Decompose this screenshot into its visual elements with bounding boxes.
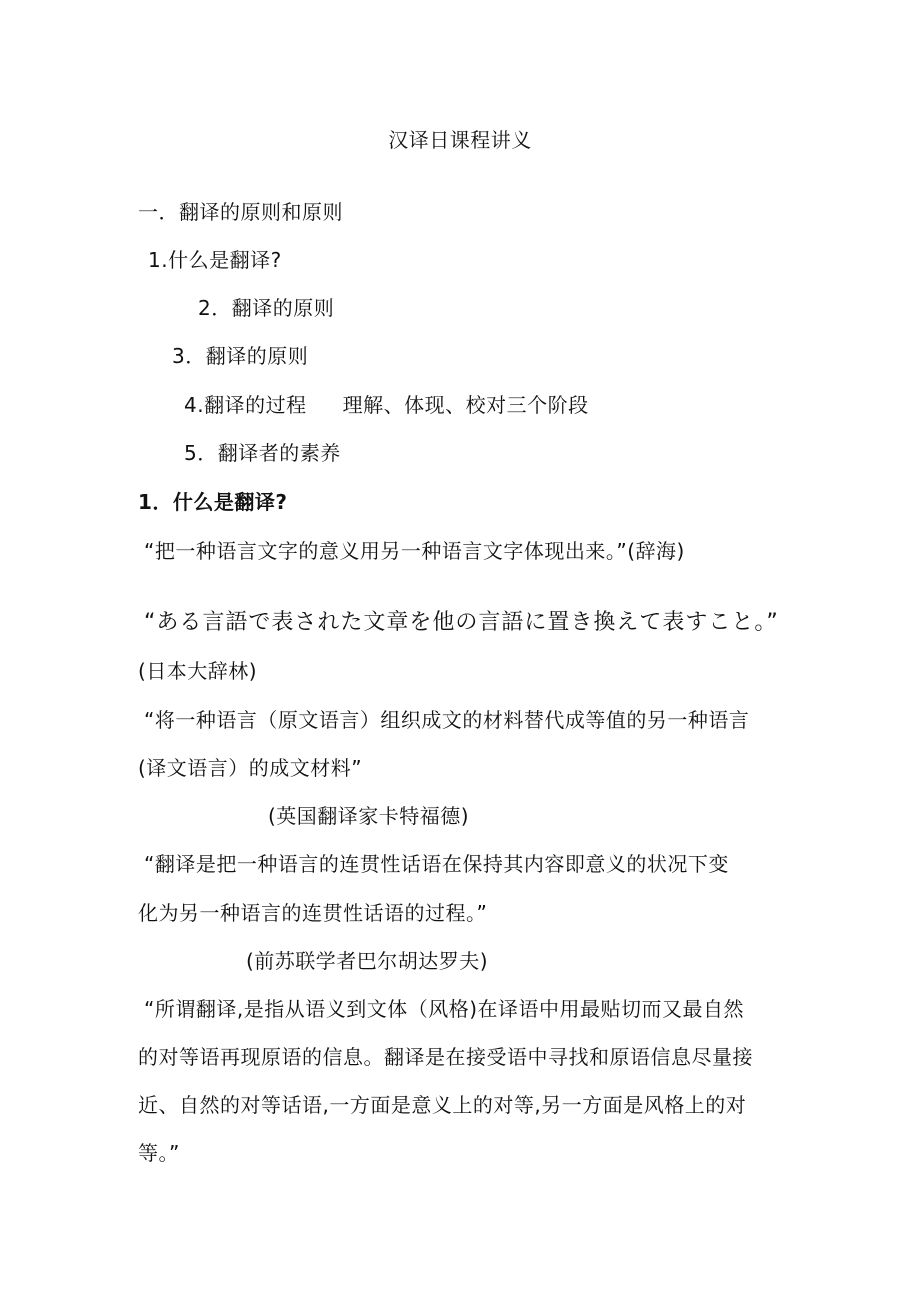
outline-item-2: 2．翻译的原则 xyxy=(198,296,335,320)
quote-catford-line-2: (译文语言）的成文材料” xyxy=(138,756,363,780)
document-title: 汉译日课程讲义 xyxy=(388,128,532,152)
quote-nida-line-3: 近、自然的对等话语,一方面是意义上的对等,另一方面是风格上的对 xyxy=(138,1093,747,1117)
outline-item-3: 3．翻译的原则 xyxy=(172,344,309,368)
quote-cihai: “把一种语言文字的意义用另一种语言文字体现出来。”(辞海) xyxy=(144,539,685,563)
quote-daijirin: “ある言語で表された文章を他の言語に置き換えて表すこと。” xyxy=(144,610,779,635)
outline-item-4-label: 4.翻译的过程 xyxy=(184,393,307,417)
quote-catford-source: (英国翻译家卡特福德) xyxy=(268,804,470,828)
outline-item-4 xyxy=(184,391,589,419)
quote-nida-line-4: 等。” xyxy=(138,1141,180,1165)
quote-daijirin-source: (日本大辞林) xyxy=(138,659,258,683)
quote-nida-line-2: 的对等语再现原语的信息。翻译是在接受语中寻找和原语信息尽量接 xyxy=(138,1045,753,1069)
outline-heading: 一．翻译的原则和原则 xyxy=(138,200,343,224)
outline-item-5: 5．翻译者的素养 xyxy=(184,441,341,465)
outline-item-1: 1.什么是翻译? xyxy=(148,248,282,272)
quote-catford-line-1: “将一种语言（原文语言）组织成文的材料替代成等值的另一种语言 xyxy=(144,708,750,732)
quote-barkhudarov-line-2: 化为另一种语言的连贯性话语的过程。” xyxy=(138,901,488,925)
section-1-heading: 1．什么是翻译? xyxy=(138,490,288,514)
quote-barkhudarov-source: (前苏联学者巴尔胡达罗夫) xyxy=(246,949,489,973)
quote-nida-line-1: “所谓翻译,是指从语义到文体（风格)在译语中用最贴切而又最自然 xyxy=(144,997,745,1021)
quote-barkhudarov-line-1: “翻译是把一种语言的连贯性话语在保持其内容即意义的状况下变 xyxy=(144,852,729,876)
outline-item-4-note: 理解、体现、校对三个阶段 xyxy=(342,393,589,417)
